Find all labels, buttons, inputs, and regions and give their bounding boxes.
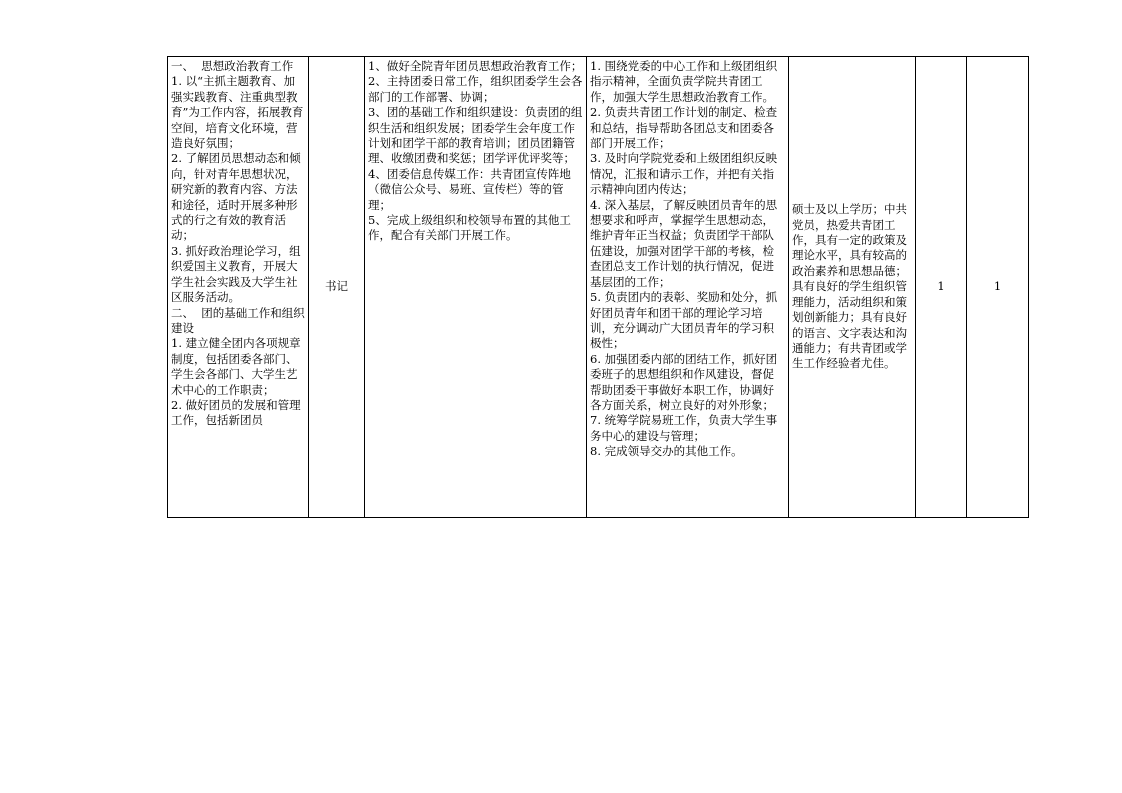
requirements-text: 硕士及以上学历；中共党员，热爱共青团工作，具有一定的政策及理论水平，具有较高的政治素养和思想品德；具有良好的学生组织管理能力，活动组织和策划创新能力；具有良好的语言、文字表达和沟通能力；有共青团或学生工作经验者尤佳。 bbox=[792, 202, 907, 371]
work-content-cell bbox=[168, 57, 309, 518]
position-text: 书记 bbox=[325, 279, 348, 294]
duties-cell bbox=[365, 57, 587, 518]
job-table bbox=[167, 56, 1029, 518]
responsibilities-cell bbox=[587, 57, 789, 518]
table-row bbox=[168, 57, 1029, 518]
work-content-text: 一、 思想政治教育工作 1. 以“主抓主题教育、加强实践教育、注重典型教育”为工作内容，拓展教育空间，培育文化环境，营造良好氛围； 2. 了解团员思想动态和倾向，针对青年思想状况，研究新的教育内容、方法和途径，适时开展多种形式的行之有效的教育活动； 3. 抓好政治理论学习，组织爱国主义教育，开展大学生社会实践及大学生社区服务活动。 二、 团的基础工作和组织建设 1. 建立健全团内各项规章制度，包括团委各部门、学生会各部门、大学生艺术中心的工作职责； 2. 做好团员的发展和管理工作，包括新团员 bbox=[171, 59, 305, 428]
duties-text: 1、做好全院青年团员思想政治教育工作； 2、主持团委日常工作，组织团委学生会各部门的工作部署、协调； 3、团的基础工作和组织建设：负责团的组织生活和组织发展；团委学生会年度工作计划和团学干部的教育培训；团员团籍管理、收缴团费和奖惩；团学评优评奖等； 4、团委信息传媒工作：共青团宣传阵地（微信公众号、易班、宣传栏）等的管理； 5、完成上级组织和校领导布置的其他工作，配合有关部门开展工作。 bbox=[368, 59, 583, 243]
requirements-cell bbox=[789, 57, 916, 518]
count-a-text: 1 bbox=[937, 279, 945, 294]
responsibilities-text: 1. 围绕党委的中心工作和上级团组织指示精神，全面负责学院共青团工作，加强大学生思想政治教育工作。 2. 负责共青团工作计划的制定、检查和总结，指导帮助各团总支和团委各部门开展工作； 3. 及时向学院党委和上级团组织反映情况，汇报和请示工作，并把有关指示精神向团内传达； 4. 深入基层，了解反映团员青年的思想要求和呼声，掌握学生思想动态，维护青年正当权益；负责团学干部队伍建设，加强对团学干部的考核，检查团总支工作计划的执行情况，促进基层团的工作； 5. 负责团内的表彰、奖励和处分，抓好团员青年和团干部的理论学习培训，充分调动广大团员青年的学习积极性； 6. 加强团委内部的团结工作，抓好团委班子的思想组织和作风建设，督促帮助团委干事做好本职工作，协调好各方面关系，树立良好的对外形象； 7. 统筹学院易班工作，负责大学生事务中心的建设与管理； 8. 完成领导交办的其他工作。 bbox=[590, 59, 778, 459]
count-b-text: 1 bbox=[993, 279, 1002, 294]
count-b-cell bbox=[967, 57, 1029, 518]
position-cell bbox=[309, 57, 365, 518]
count-a-cell bbox=[916, 57, 967, 518]
